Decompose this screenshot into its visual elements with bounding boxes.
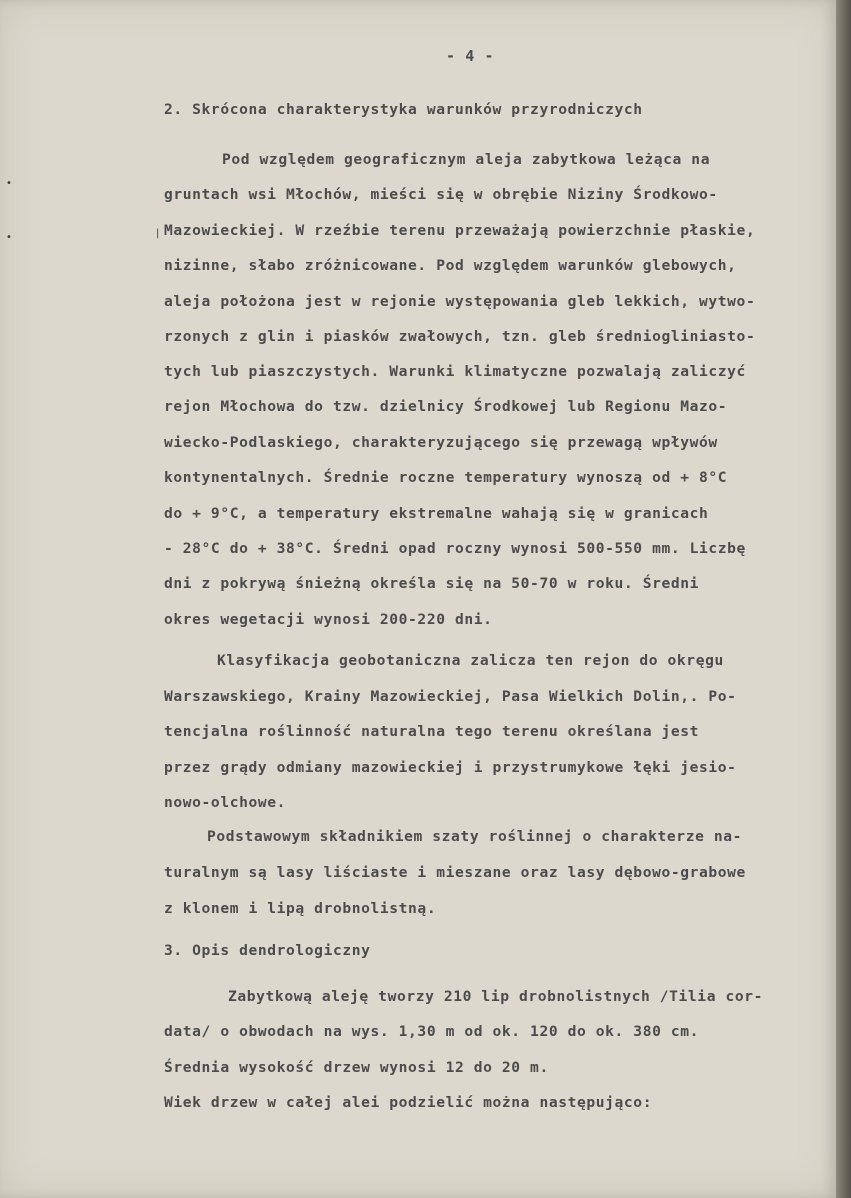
text-line: nowo-olchowe.	[164, 794, 287, 811]
text-line: aleja położona jest w rejonie występowania gleb lekkich, wytwo-	[164, 293, 756, 310]
text-line: okres wegetacji wynosi 200-220 dni.	[164, 611, 493, 628]
text-line: tencjalna roślinność naturalna tego terenu określana jest	[164, 723, 700, 740]
page-edge	[836, 0, 851, 1198]
text-line: dni z pokrywą śnieżną określa się na 50-70 w roku. Średni	[164, 575, 700, 592]
margin-tick: |	[156, 228, 160, 239]
text-line: Wiek drzew w całej alei podzielić można następująco:	[164, 1094, 653, 1111]
text-line: rzonych z glin i piasków zwałowych, tzn. gleb średniogliniasto-	[164, 328, 756, 345]
text-line: Warszawskiego, Krainy Mazowieckiej, Pasa Wielkich Dolin,. Po-	[164, 688, 737, 705]
text-line: Średnia wysokość drzew wynosi 12 do 20 m.	[164, 1059, 549, 1076]
text-line: tych lub piaszczystych. Warunki klimatyczne pozwalają zaliczyć	[164, 363, 746, 380]
page-number: - 4 -	[446, 47, 495, 65]
text-line: rejon Młochowa do tzw. dzielnicy Środkowej lub Regionu Mazo-	[164, 398, 728, 415]
text-line: Klasyfikacja geobotaniczna zalicza ten rejon do okręgu	[217, 652, 724, 669]
margin-dot: •	[6, 232, 12, 243]
text-line: Pod względem geograficznym aleja zabytkowa leżąca na	[222, 151, 711, 168]
section-2-heading: 2. Skrócona charakterystyka warunków przyrodniczych	[164, 101, 643, 118]
text-line: z klonem i lipą drobnolistną.	[164, 900, 437, 917]
text-line: Zabytkową aleję tworzy 210 lip drobnolistnych /Tilia cor-	[228, 988, 764, 1005]
text-line: przez grądy odmiany mazowieckiej i przystrumykowe łęki jesio-	[164, 759, 737, 776]
text-line: do + 9°C, a temperatury ekstremalne wahają się w granicach	[164, 505, 709, 522]
text-line: Mazowieckiej. W rzeźbie terenu przeważają powierzchnie płaskie,	[164, 222, 756, 239]
text-line: wiecko-Podlaskiego, charakteryzującego się przewagą wpływów	[164, 434, 718, 451]
text-line: turalnym są lasy liściaste i mieszane oraz lasy dębowo-grabowe	[164, 864, 746, 881]
text-line: gruntach wsi Młochów, mieści się w obrębie Niziny Środkowo-	[164, 186, 718, 203]
text-line: nizinne, słabo zróżnicowane. Pod względem warunków glebowych,	[164, 257, 737, 274]
margin-dot: •	[6, 178, 12, 189]
section-3-heading: 3. Opis dendrologiczny	[164, 942, 371, 959]
text-line: data/ o obwodach na wys. 1,30 m od ok. 120 do ok. 380 cm.	[164, 1023, 700, 1040]
text-line: - 28°C do + 38°C. Średni opad roczny wynosi 500-550 mm. Liczbę	[164, 540, 746, 557]
text-line: kontynentalnych. Średnie roczne temperatury wynoszą od + 8°C	[164, 469, 728, 486]
text-line: Podstawowym składnikiem szaty roślinnej o charakterze na-	[207, 828, 743, 845]
